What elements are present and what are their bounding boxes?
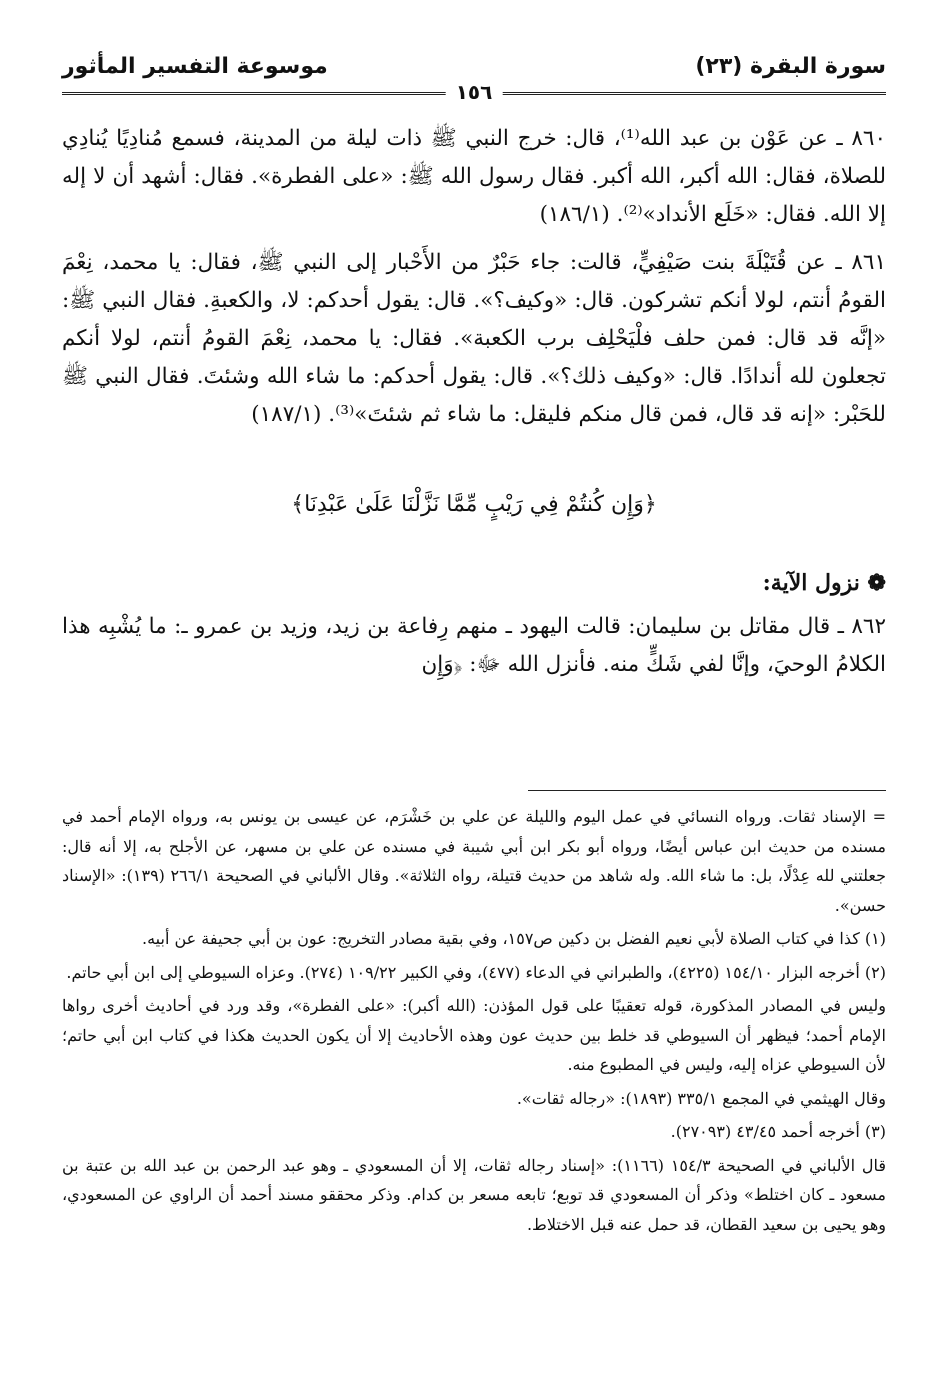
footnote-3-note: قال الألباني في الصحيحة ١٥٤/٣ (١١٦٦): «إسناد رجاله ثقات، إلا أن المسعودي ـ وهو عبد الرحمن بن عبد الله بن عتبة بن مسعود ـ كان اختلط» وذكر أن المسعودي قد توبع؛ تابعه مسعر بن كدام. وذكر محققو مسند أحمد أن الراوي عن المسعودي، وهو يحيى بن سعيد القطان، قد حمل عنه قبل الاختلاط. [62,1155,887,1234]
narration-862: ٨٦٢ ـ قال مقاتل بن سليمان: قالت اليهود ـ منهم رِفاعة بن زيد، وزيد بن عمرو ـ: ما يُشْبِه هذا الكلامُ الوحيَ، وإنَّا لفي شَكٍّ منه. فأنزل الله ﷻ: ﴿وَإِن [62,614,886,677]
footnote-2-haythami: وقال الهيثمي في المجمع ٣٣٥/١ (١٨٩٣): «رجاله ثقات». [516,1088,886,1108]
narration-860: ٨٦٠ ـ عن عَوْن بن عبد الله⁽¹⁾، قال: خرج النبي ﷺ ذات ليلة من المدينة، فسمع مُنادِيًا يُنادِي للصلاة، فقال: الله أكبر، الله أكبر. فقال رسول الله ﷺ: «على الفطرة». فقال: أشهد أن لا إله إلا الله. فقال: «خَلَع الأنداد»⁽²⁾. (١٨٦/١) [62,126,886,227]
footnote-continuation: = الإسناد ثقات. ورواه النسائي في عمل اليوم والليلة عن علي بن خَشْرَم، عن عيسى بن يونس به، ورواه الإمام أحمد في مسنده من حديث ابن عباس أيضًا، ورواه أبو بكر ابن أبي شيبة في مسنده عن علي بن مسهر، عن الأجلح به، إلا أنه قال: جعلتني لله عِدْلًا، بل: ما شاء الله. وله شاهد من حديث قتيلة، رواه الثلاثة». وقال الألباني في الصحيحة ٢٦٦/١ (١٣٩): «الإسناد حسن». [62,807,887,915]
quran-verse: ﴿وَإِن كُنتُمْ فِي رَيْبٍ مِّمَّا نَزَّلْنَا عَلَىٰ عَبْدِنَا﴾ [291,492,657,517]
running-header [62,52,886,102]
page-number: ١٥٦ [446,80,503,104]
main-text [62,120,886,694]
footnote-separator [528,790,886,791]
footnote-2: (٢) أخرجه البزار ١٥٤/١٠ (٤٢٢٥)، والطبراني في الدعاء (٤٧٧)، وفي الكبير ١٠٩/٢٢ (٢٧٤). وعزاه السيوطي إلى ابن أبي حاتم. [66,962,886,982]
footnote-2-note: وليس في المصادر المذكورة، قوله تعقيبًا على قول المؤذن: (الله أكبر): «على الفطرة»، وقد ورد في أحاديث أخرى رواها الإمام أحمد؛ فيظهر أن السيوطي قد خلط بين حديث عون وهذه الأحاديث إلا أن يكون الحديث هكذا في كتاب ابن أبي حاتم؛ لأن السيوطي عزاه إليه، وليس في المطبوع منه. [62,996,886,1074]
narration-861: ٨٦١ ـ عن قُتَيْلَةَ بنت صَيْفِيٍّ، قالت: جاء حَبْرٌ من الأَحْبار إلى النبي ﷺ، فقال: يا محمد، نِعْمَ القومُ أنتم، لولا أنكم تشركون. قال: «وكيف؟». قال: يقول أحدكم: لا، والكعبةِ. فقال النبي ﷺ: «إنَّه قد قال: فمن حلف فلْيَحْلِف برب الكعبة». فقال: يا محمد، نِعْمَ القومُ أنتم، لولا أنكم تجعلون لله أندادًا. قال: «وكيف ذلك؟». قال: يقول أحدكم: ما شاء الله وشئتَ. فقال النبي ﷺ للحَبْر: «إنه قد قال، فمن قال منكم فليقل: ما شاء ثم شئتَ»⁽³⁾. (١٨٧/١) [62,250,886,427]
footnotes [62,802,886,1243]
surah-title: سورة البقرة (٢٣) [695,54,886,79]
footnote-1: (١) كذا في كتاب الصلاة لأبي نعيم الفضل بن دكين ص١٥٧، وفي بقية مصادر التخريج: عون بن أبي جحيفة عن أبيه. [142,929,886,948]
book-title: موسوعة التفسير المأثور [62,54,328,79]
section-title: ❁ نزول الآية: [762,570,886,596]
footnote-3: (٣) أخرجه أحمد ٤٣/٤٥ (٢٧٠٩٣). [670,1122,886,1141]
